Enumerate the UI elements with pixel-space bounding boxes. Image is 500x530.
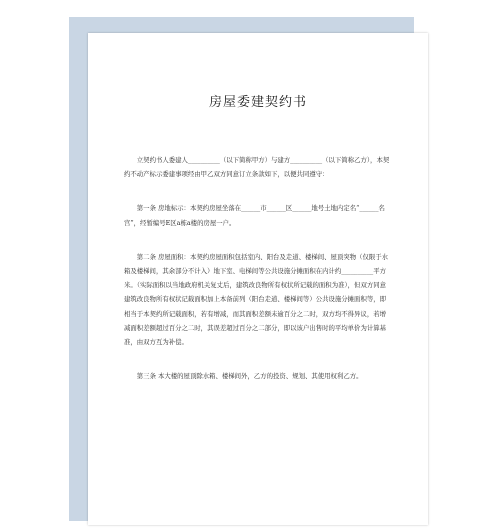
- paragraph-article-2: 第二条 房屋面积：本契约房屋面积包括室内、阳台及走道、楼梯间、屋顶突物（仅限于水箱及楼梯间，其余部分不计入）地下室、电梯间等公共设施分摊面积在内计约__________平方米。（实际面积以当地政府机关复丈后，建筑改良物所有权状所记载的面积为准），但双方同意建筑改良物所有权状记载面积加上本备前列（阳台走道、楼梯间等）公共设施分摊面积等，即相当于本契约所记载面积，若有增减，而其面积差额未逾百分之二时，双方均不得异议，若增减面积差额超过百分之二时，其误差超过百分之二部分，即以该户出售时的平均单价为计算基准，由双方互为补偿。: [124, 252, 389, 347]
- paragraph-preamble: 立契约书人委建人__________（以下简称甲方）与建方__________（以下简称乙方），本契约不动产标示委建事项经由甲乙双方同意订立条款如下，以便共同遵守：: [124, 156, 390, 179]
- document-body: [124, 153, 392, 383]
- paragraph-article-1: 第一条 房地标示：本契约房屋坐落在______市______区______地号土地内定名“______名宫”，经暂编号E区a栋a楼的房屋一户。: [124, 204, 385, 227]
- document-title: 房屋委建契约书: [208, 95, 307, 110]
- paragraph-article-3: 第三条 本大楼的屋顶除水箱、楼梯间外，乙方的投资、规划、其使用权利乙方。: [136, 372, 363, 381]
- document-page: [88, 33, 428, 525]
